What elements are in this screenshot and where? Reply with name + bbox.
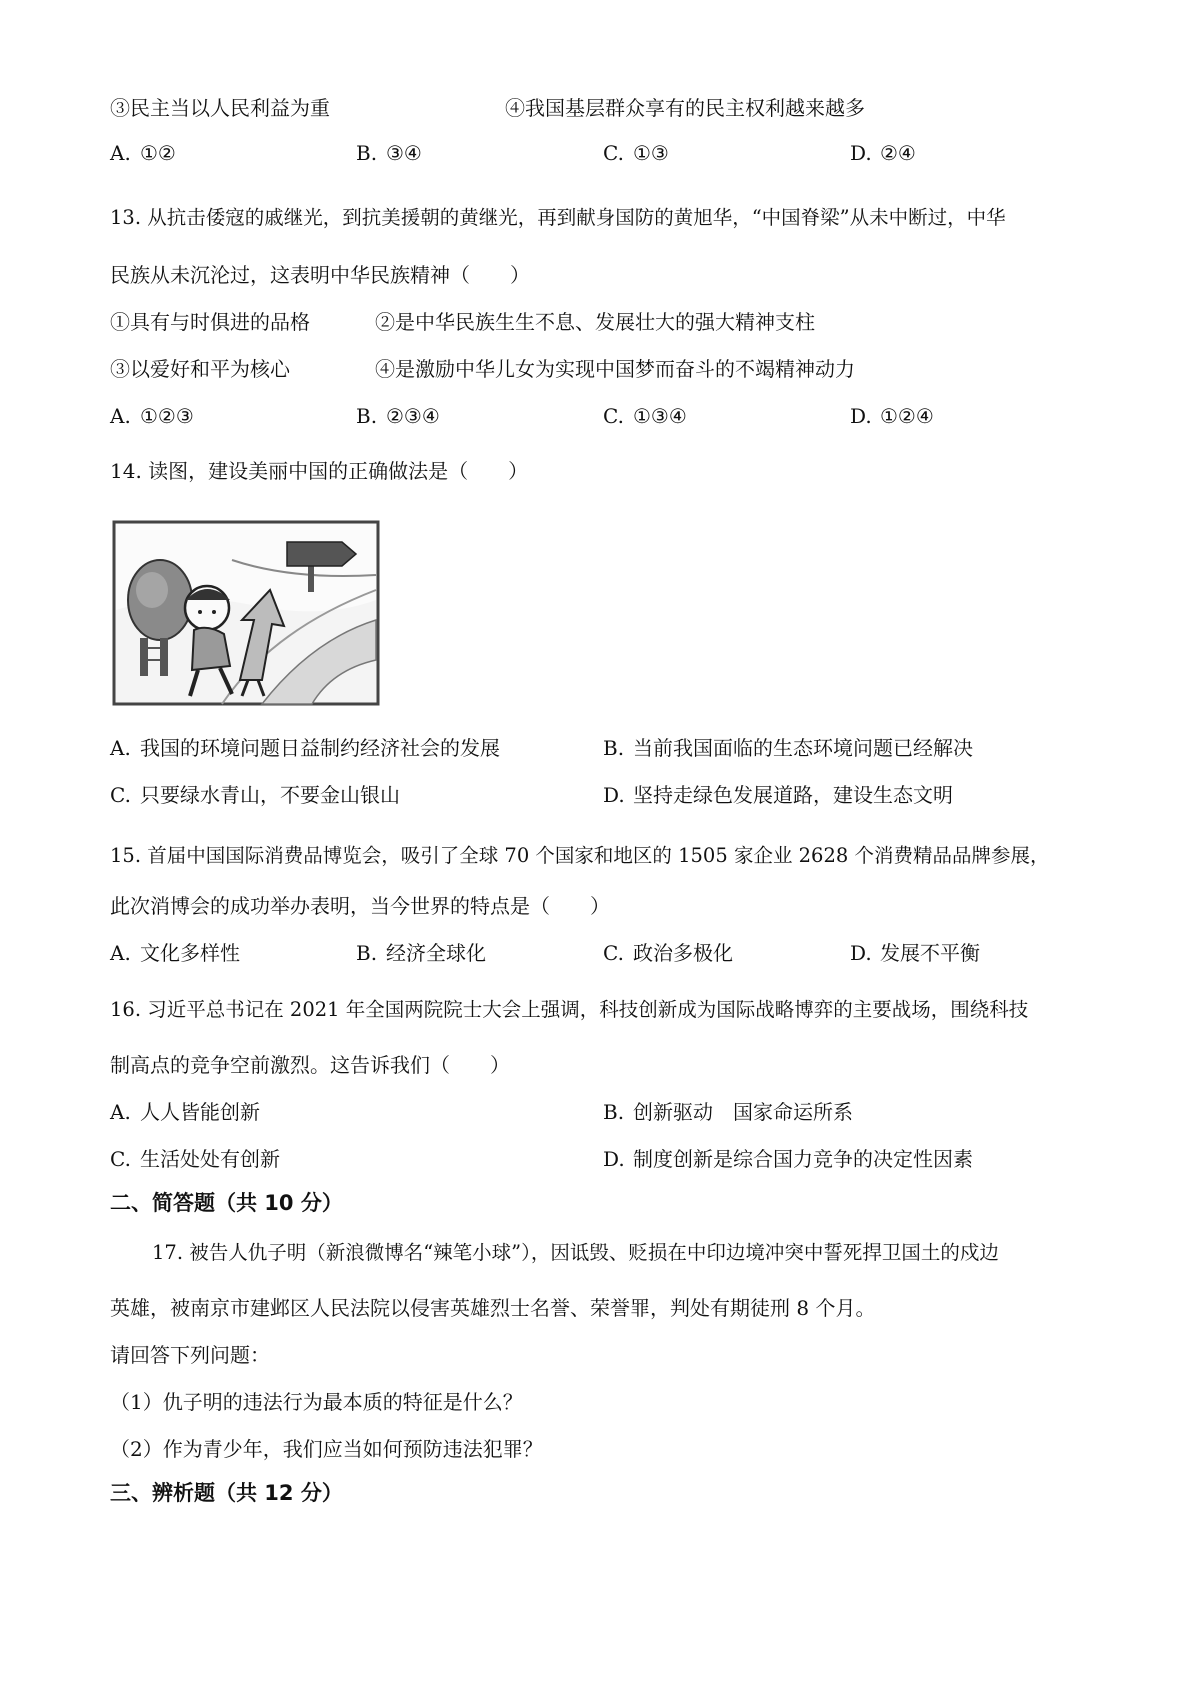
q15-option-c: C. 政治多极化: [603, 941, 733, 965]
q15-stem-line-1: 15. 首届中国国际消费品博览会，吸引了全球 70 个国家和地区的 1505 家企业 2628 个消费精品品牌参展，: [110, 844, 1050, 867]
q16-stem-line-2: 制高点的竞争空前激烈。这告诉我们（ ）: [110, 1053, 510, 1077]
q14-cartoon-illustration: [112, 520, 380, 706]
q12-option-a: A. ①②: [110, 141, 176, 165]
q13-option-a: A. ①②③: [110, 404, 194, 428]
q13-option-d: D. ①②④: [850, 404, 934, 428]
q15-option-b: B. 经济全球化: [356, 941, 486, 965]
q13-statement-1: ①具有与时俱进的品格: [110, 310, 310, 334]
q16-option-d: D. 制度创新是综合国力竞争的决定性因素: [603, 1147, 973, 1171]
q15-option-d: D. 发展不平衡: [850, 941, 980, 965]
q13-stem-line-2: 民族从未沉沦过，这表明中华民族精神（ ）: [110, 263, 530, 287]
q12-option-c: C. ①③: [603, 141, 669, 165]
q17-prompt: 请回答下列问题：: [110, 1343, 270, 1367]
q12-option-d: D. ②④: [850, 141, 916, 165]
q13-option-c: C. ①③④: [603, 404, 687, 428]
q13-statement-3: ③以爱好和平为核心: [110, 357, 290, 381]
q12-option-b: B. ③④: [356, 141, 422, 165]
q15-stem-line-2: 此次消博会的成功举办表明，当今世界的特点是（ ）: [110, 894, 610, 918]
q14-option-d: D. 坚持走绿色发展道路，建设生态文明: [603, 783, 953, 807]
q14-option-a: A. 我国的环境问题日益制约经济社会的发展: [110, 736, 500, 760]
q16-option-b: B. 创新驱动 国家命运所系: [603, 1100, 853, 1124]
q13-option-b: B. ②③④: [356, 404, 440, 428]
q12-statement-4: ④我国基层群众享有的民主权利越来越多: [505, 96, 865, 120]
q17-stem-line-2: 英雄，被南京市建邺区人民法院以侵害英雄烈士名誉、荣誉罪，判处有期徒刑 8 个月。: [110, 1296, 876, 1320]
q14-option-b: B. 当前我国面临的生态环境问题已经解决: [603, 736, 973, 760]
q13-statement-2: ②是中华民族生生不息、发展壮大的强大精神支柱: [375, 310, 815, 334]
q16-option-a: A. 人人皆能创新: [110, 1100, 260, 1124]
section-3-heading: 三、辨析题（共 12 分）: [110, 1481, 343, 1505]
q14-option-c: C. 只要绿水青山，不要金山银山: [110, 783, 400, 807]
q15-option-a: A. 文化多样性: [110, 941, 240, 965]
q16-option-c: C. 生活处处有创新: [110, 1147, 280, 1171]
section-2-heading: 二、简答题（共 10 分）: [110, 1191, 343, 1215]
q17-subquestion-1: （1）仇子明的违法行为最本质的特征是什么？: [110, 1390, 523, 1414]
q13-stem-line-1: 13. 从抗击倭寇的戚继光，到抗美援朝的黄继光，再到献身国防的黄旭华，“中国脊梁”从未中断过，中华: [110, 206, 1006, 229]
q17-subquestion-2: （2）作为青少年，我们应当如何预防违法犯罪？: [110, 1437, 543, 1461]
q16-stem-line-1: 16. 习近平总书记在 2021 年全国两院院士大会上强调，科技创新成为国际战略博弈的主要战场，围绕科技: [110, 998, 1029, 1021]
q13-statement-4: ④是激励中华儿女为实现中国梦而奋斗的不竭精神动力: [375, 357, 855, 381]
q17-stem-line-1: 17. 被告人仇子明（新浪微博名“辣笔小球”），因诋毁、贬损在中印边境冲突中誓死捍卫国土的戍边: [152, 1241, 999, 1264]
q12-statement-3: ③民主当以人民利益为重: [110, 96, 330, 120]
q14-stem: 14. 读图，建设美丽中国的正确做法是（ ）: [110, 459, 529, 483]
